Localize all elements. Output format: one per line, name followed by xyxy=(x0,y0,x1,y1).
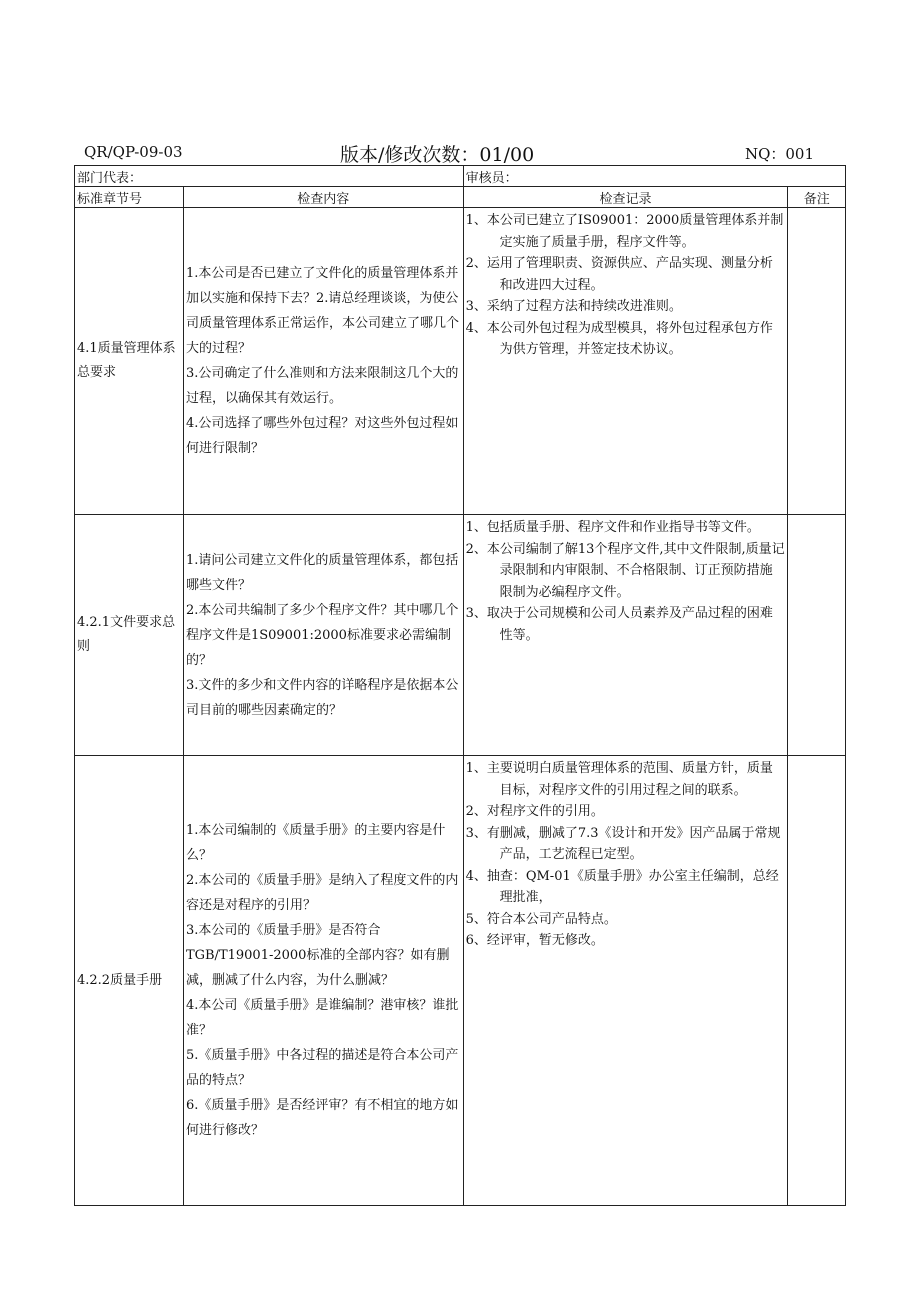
record-item: 3、采纳了过程方法和持续改进准则。 xyxy=(465,299,682,314)
remark-cell xyxy=(788,208,846,515)
record-item: 6、经评审，暂无修改。 xyxy=(465,933,604,948)
signature-row xyxy=(75,166,846,187)
remark-cell xyxy=(788,756,846,1206)
records-cell xyxy=(463,756,788,1206)
document-header xyxy=(84,140,814,166)
record-item: 3、有删减，删减了7.3《设计和开发》因产品属于常规产品，工艺流程已定型。 xyxy=(465,825,781,862)
record-item: 2、本公司编制了解13个程序文件,其中文件限制,质量记录限制和内审限制、不合格限制、订正预防措施限制为必编程序文件。 xyxy=(465,541,785,600)
clause-cell: 4.2.1文件要求总则 xyxy=(75,515,184,756)
records-cell xyxy=(463,208,788,515)
form-code: QR/QP-09-03 xyxy=(84,143,183,161)
record-item: 3、取决于公司规模和公司人员素养及产品过程的困难性等。 xyxy=(465,606,773,643)
remark-cell xyxy=(788,515,846,756)
clause-cell: 4.2.2质量手册 xyxy=(75,756,184,1206)
question-item: 2.本公司的《质量手册》是纳入了程度文件的内容还是对程序的引用？ xyxy=(185,873,459,913)
record-item: 5、符合本公司产品特点。 xyxy=(465,911,617,927)
record-item: 1、包括质量手册、程序文件和作业指导书等文件。 xyxy=(465,520,760,535)
column-header-remark: 备注 xyxy=(788,187,846,208)
version-revision: 版本/修改次数：01/00 xyxy=(340,144,535,166)
questions-cell xyxy=(183,208,463,515)
questions-cell xyxy=(183,756,463,1206)
column-header-content: 检查内容 xyxy=(183,187,463,208)
record-item: 2、对程序文件的引用。 xyxy=(465,804,604,819)
auditor-field: 审核员： xyxy=(463,166,845,187)
question-item: 1.请问公司建立文件化的质量管理体系，都包括哪些文件？ xyxy=(185,552,459,593)
table-row xyxy=(75,756,846,1206)
clause-cell: 4.1质量管理体系总要求 xyxy=(75,208,184,515)
question-item: 3.公司确定了什么准则和方法来限制这几个大的过程，以确保其有效运行。 xyxy=(185,366,459,406)
record-item: 1、本公司已建立了IS09001：2000质量管理体系并制定实施了质量手册，程序文件等。 xyxy=(465,213,784,250)
question-item: 1.本公司是否已建立了文件化的质量管理体系并加以实施和保持下去？2.请总经理谈谈，为使公司质量管理体系正常运作，本公司建立了哪几个大的过程？ xyxy=(185,266,459,356)
question-item: 4.公司选择了哪些外包过程？对这些外包过程如何进行限制？ xyxy=(185,416,459,456)
column-header-clause: 标准章节号 xyxy=(75,187,184,208)
question-item: 3.本公司的《质量手册》是否符合TGB/T19001-2000标准的全部内容？如有删减，删减了什么内容，为什么删减？ xyxy=(185,923,450,988)
form-number: NQ：001 xyxy=(744,145,814,163)
record-item: 4、本公司外包过程为成型模具，将外包过程承包方作为供方管理，并签定技术协议。 xyxy=(465,320,773,357)
question-item: 2.本公司共编制了多少个程序文件？其中哪几个程序文件是1S09001:2000标准要求必需编制的？ xyxy=(185,602,459,668)
questions-cell xyxy=(183,515,463,756)
table-row xyxy=(75,515,846,756)
question-item: 1.本公司编制的《质量手册》的主要内容是什么？ xyxy=(185,823,446,863)
audit-checklist-table xyxy=(74,165,846,1206)
records-cell xyxy=(463,515,788,756)
record-item: 1、主要说明白质量管理体系的范围、质量方针，质量目标，对程序文件的引用过程之间的联系。 xyxy=(465,761,773,798)
record-item: 2、运用了管理职责、资源供应、产品实现、测量分析和改进四大过程。 xyxy=(465,256,773,293)
question-item: 6.《质量手册》是否经评审？有不相宜的地方如何进行修改？ xyxy=(185,1098,459,1138)
column-header-record: 检查记录 xyxy=(463,187,788,208)
question-item: 3.文件的多少和文件内容的详略程序是依据本公司目前的哪些因素确定的？ xyxy=(185,677,459,718)
column-header-row xyxy=(75,187,846,208)
record-item: 4、抽查：QM-01《质量手册》办公室主任编制，总经理批准， xyxy=(465,868,779,905)
question-item: 4.本公司《质量手册》是谁编制？港审核？谁批准？ xyxy=(185,998,459,1038)
question-item: 5.《质量手册》中各过程的描述是符合本公司产品的特点？ xyxy=(185,1048,459,1088)
table-row xyxy=(75,208,846,515)
dept-rep-field: 部门代表： xyxy=(75,166,464,187)
